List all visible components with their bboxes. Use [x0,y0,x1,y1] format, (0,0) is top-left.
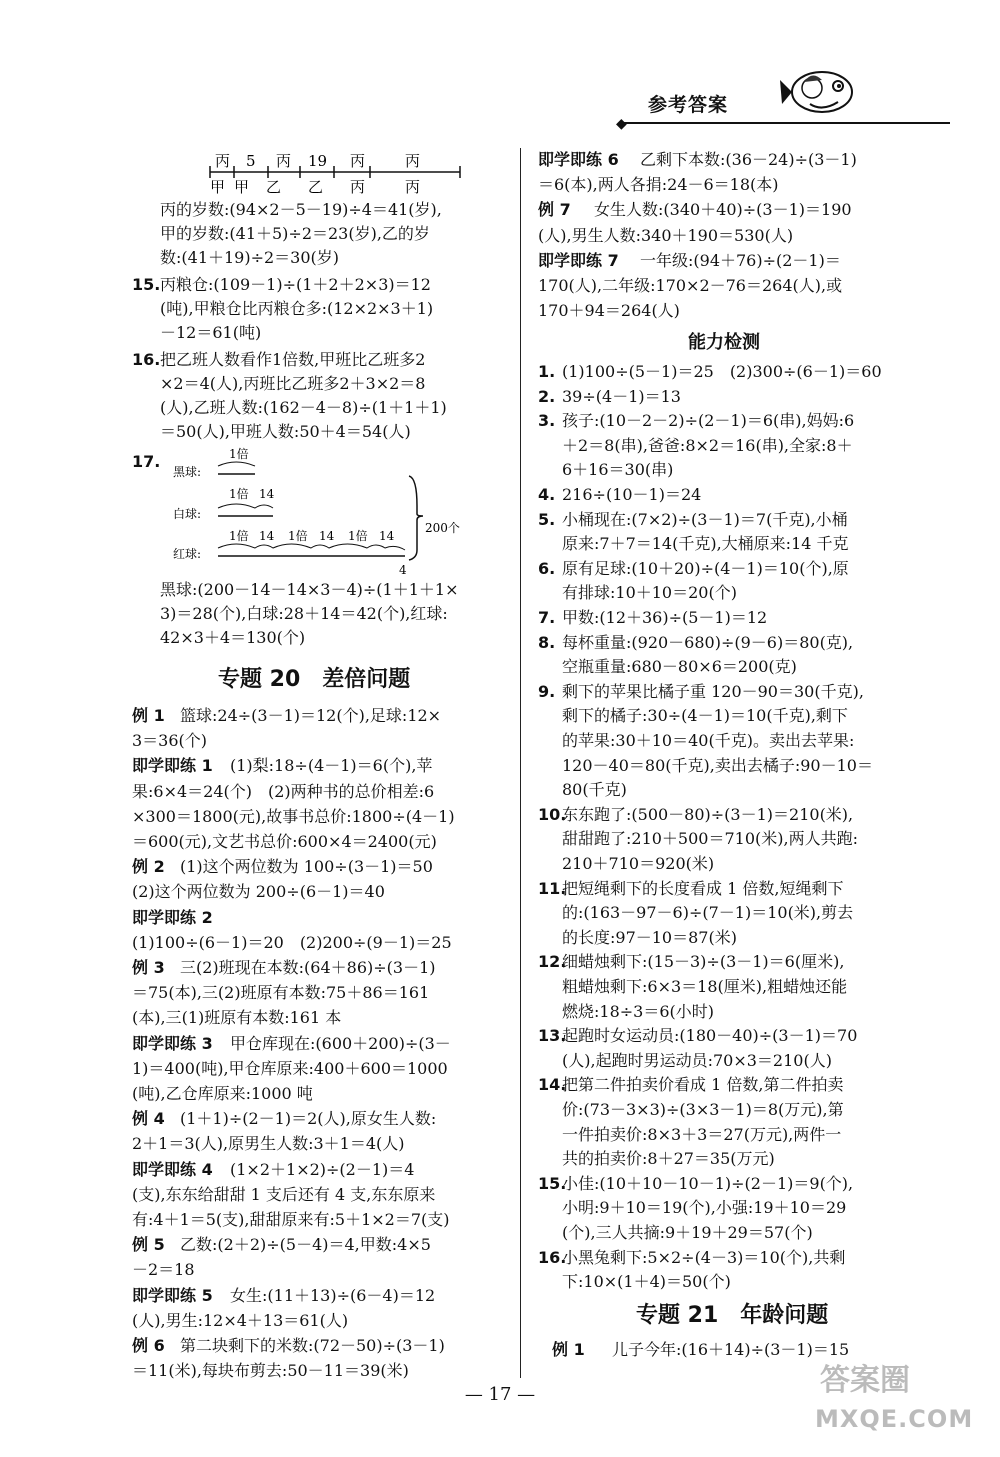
diamond-ornament-icon: ◆ [616,116,627,132]
example-label: 例 4 [132,1109,165,1129]
text-line: 170(人),二年级:170×2－76＝264(人),或 [538,276,843,295]
text-line: ＋2＝8(串),爸爸:8×2＝16(串),全家:8＋ [562,435,853,455]
timeline-top-label: 5 [246,152,256,170]
text-line: 小明:9＋10＝19(个),小强:19＋10＝29 [562,1198,847,1218]
text-line: ×2＝4(人),丙班比乙班多2＋3×2＝8 [160,374,426,393]
segment-label: 1倍 [229,447,249,461]
example-label: 即学即练 3 [132,1033,213,1053]
text-line: 210＋710＝920(米) [562,854,715,873]
text-line: (人),起跑时男运动员:70×3＝210(人) [562,1050,832,1070]
timeline-bottom-label: 甲 [210,178,226,196]
text-line: 1)＝400(吨),甲仓库原来:400＋600＝1000 [132,1058,448,1078]
text-line: 原来:7＋7＝14(千克),大桶原来:14 千克 [562,534,849,554]
timeline-bottom-label: 乙 [308,178,324,196]
text-line: 三(2)班现在本数:(64＋86)÷(3－1) [164,958,436,977]
text-line: 每杯重量:(920－680)÷(9－6)＝80(克), [562,632,854,652]
text-line: 价:(73－3×3)÷(3×3－1)＝8(万元),第 [562,1100,844,1119]
timeline-top-label: 19 [308,152,328,170]
question-number: 13. [538,1026,567,1046]
example-label: 即学即练 7 [538,250,619,270]
text-line: ×300＝1800(元),故事书总价:1800÷(4－1) [132,806,455,826]
question-number: 16. [132,350,161,369]
text-line: 粗蜡烛剩下:6×3＝18(厘米),粗蜡烛还能 [562,977,848,996]
text-line: 剩下的橘子:30÷(4－1)＝10(千克),剩下 [562,706,848,726]
text-line: 第二块剩下的米数:(72－50)÷(3－1) [164,1336,445,1355]
text-line: (支),东东给甜甜 1 支后还有 4 支,东东原来 [132,1184,436,1204]
question-number: 3. [538,411,556,431]
text-line: 的长度:97－10＝87(米) [562,927,737,947]
text-line: 篮球:24÷(3－1)＝12(个),足球:12× [164,706,442,725]
text-line: (1)梨:18÷(4－1)＝6(个),苹 [214,756,433,776]
fish-mascot-icon [780,60,858,118]
example-label: 即学即练 1 [132,756,213,776]
text-line: 东东跑了:(500－80)÷(3－1)＝210(米), [562,804,854,824]
text-line: ＝600(元),文艺书总价:600×4＝2400(元) [132,832,437,851]
example-label: 例 1 [132,706,165,725]
text-line: 的苹果:30＋10＝40(千克)。卖出去苹果: [562,731,855,750]
question-number: 15. [132,275,161,294]
text-line: 剩下的苹果比橘子重 120－90＝30(千克), [562,681,864,701]
section-title: 专题 21 年龄问题 [636,1303,829,1328]
text-line: 3)＝28(个),白球:28＋14＝42(个),红球: [160,604,448,623]
text-line: (人),男生人数:340＋190＝530(人) [538,225,794,245]
question-number: 9. [538,681,556,701]
text-line: 儿子今年:(16＋14)÷(3－1)＝15 [596,1340,850,1359]
segment-label: 4 [399,563,407,576]
text-line: －2＝18 [132,1260,195,1280]
text-line: ＝75(本),三(2)班原有本数:75＋86＝161 [132,983,430,1003]
text-line: (本),三(1)班原有本数:161 本 [132,1008,342,1028]
segment-label: 14 [319,529,335,543]
text-line: 的:(163－97－6)÷(7－1)＝10(米),剪去 [562,903,854,923]
text-line: 一件拍卖价:8×3＋3＝27(万元),两件一 [562,1124,842,1144]
question-number: 10. [538,804,567,824]
text-line: (人),乙班人数:(162－4－8)÷(1＋1＋1) [160,398,447,417]
text-line: 有排球:10＋10＝20(个) [562,583,737,603]
text-line: 共的拍卖价:8＋27＝35(万元) [562,1149,775,1169]
timeline-top-label: 丙 [215,152,231,170]
text-line: (2)这个两位数为 200÷(6－1)＝40 [132,882,385,902]
example-label: 例 5 [132,1235,165,1255]
text-line: 甜甜跑了:210＋500＝710(米),两人共跑: [562,829,858,849]
text-line: (1＋1)÷(2－1)＝2(人),原女生人数: [164,1109,437,1129]
example-label: 例 6 [132,1336,165,1355]
text-line: 6＋16＝30(串) [562,460,674,480]
text-line: (吨),乙仓库原来:1000 吨 [132,1084,313,1103]
red-ball-label: 红球: [173,547,202,561]
timeline-bottom-label: 丙 [350,178,366,196]
text-line: 空瓶重量:680－80×6＝200(克) [562,657,797,677]
page-header [616,60,950,132]
text-line: 黑球:(200－14－14×3－4)÷(1＋1＋1× [160,580,459,599]
text-line: 燃烧:18÷3＝6(小时) [562,1001,715,1021]
watermark-url: MXQE.COM [815,1405,974,1433]
example-label: 即学即练 5 [132,1285,213,1305]
total-brace [409,476,423,560]
question-number: 12. [538,952,567,972]
text-line: 把乙班人数看作1倍数,甲班比乙班多2 [160,350,426,369]
text-line: ＝50(人),甲班人数:50＋4＝54(人) [160,422,411,441]
black-ball-label: 黑球: [173,465,202,479]
text-line: 甲仓库现在:(600＋200)÷(3－ [214,1033,451,1053]
example-label: 例 2 [132,857,165,877]
text-line: 丙粮仓:(109－1)÷(1＋2＋2×3)＝12 [160,275,431,294]
text-line: 甲的岁数:(41＋5)÷2＝23(岁),乙的岁 [160,224,430,243]
text-line: 数:(41＋19)÷2＝30(岁) [160,248,340,267]
text-line: 2＋1＝3(人),原男生人数:3＋1＝4(人) [132,1134,405,1154]
question-number: 7. [538,608,556,627]
timeline-bottom-label: 丙 [405,178,421,196]
text-line: (个),三人共摘:9＋19＋29＝57(个) [562,1223,813,1242]
segment-label: 1倍 [229,529,249,543]
text-line: (人),男生:12×4＋13＝61(人) [132,1310,349,1330]
text-line: 女生人数:(340＋40)÷(3－1)＝190 [578,200,852,220]
segment-label: 14 [259,487,275,501]
timeline-top-label: 丙 [276,152,292,170]
question-number: 17. [132,452,161,471]
text-line: (1)100÷(6－1)＝20 (2)200÷(9－1)＝25 [132,932,452,952]
text-line: 216÷(10－1)＝24 [562,485,702,504]
question-number: 6. [538,558,556,578]
text-line: 女生:(11＋13)÷(6－4)＝12 [214,1285,436,1305]
age-timeline-diagram [200,148,500,198]
segment-label: 1倍 [229,487,249,501]
header-rule [620,122,950,124]
text-line: 把第二件拍卖价看成 1 倍数,第二件拍卖 [562,1075,844,1095]
question-number: 2. [538,386,556,406]
text-line: 39÷(4－1)＝13 [562,386,681,406]
question-number: 14. [538,1075,567,1095]
text-line: 80(千克) [562,780,627,800]
page-number: — 17 — [464,1384,536,1405]
question-number: 1. [538,362,556,381]
segment-label: 14 [259,529,275,543]
ball-segment-diagram [173,446,503,576]
example-label: 例 7 [538,200,571,220]
timeline-top-label: 丙 [350,152,366,170]
example-label: 即学即练 6 [538,150,619,169]
text-line: 丙的岁数:(94×2－5－19)÷4＝41(岁), [160,200,442,219]
text-line: 有:4＋1＝5(支),甜甜原来有:5＋1×2＝7(支) [132,1210,450,1229]
total-label: 200个 [425,521,460,535]
example-label: 例 3 [132,958,165,977]
timeline-top-label: 丙 [405,152,421,170]
question-number: 11. [538,878,567,898]
question-number: 5. [538,509,556,529]
text-line: 乙剩下本数:(36－24)÷(3－1) [624,150,857,169]
text-line: 果:6×4＝24(个) (2)两种书的总价相差:6 [132,781,435,801]
white-ball-label: 白球: [173,507,202,521]
timeline-bottom-label: 乙 [266,178,282,196]
watermark-logo: 答案圈 [820,1363,910,1398]
text-line: 甲数:(12＋36)÷(5－1)＝12 [562,608,768,627]
column-divider [520,148,521,1378]
segment-label: 1倍 [288,529,308,543]
text-line: 120－40＝80(千克),卖出去橘子:90－10＝ [562,755,873,775]
text-line: (吨),甲粮仓比丙粮仓多:(12×2×3＋1) [160,299,434,318]
timeline-bottom-label: 甲 [234,178,250,196]
text-line: ＝11(米),每块布剪去:50－11＝39(米) [132,1361,409,1381]
header-title: 参考答案 [648,94,729,116]
text-line: ＝6(本),两人各捐:24－6＝18(本) [538,175,779,195]
text-line: 下:10×(1＋4)＝50(个) [562,1272,731,1292]
example-label: 即学即练 4 [132,1159,213,1179]
text-line: －12＝61(吨) [160,323,262,342]
text-line: 孩子:(10－2－2)÷(2－1)＝6(串),妈妈:6 [562,411,855,431]
text-line: 把短绳剩下的长度看成 1 倍数,短绳剩下 [562,878,844,898]
question-number: 15. [538,1173,567,1193]
segment-label: 14 [379,529,395,543]
text-line: 3＝36(个) [132,731,208,751]
example-label: 例 1 [552,1340,585,1359]
text-line: (1×2＋1×2)÷(2－1)＝4 [214,1159,415,1179]
section-title: 专题 20 差倍问题 [218,667,411,692]
text-line: 原有足球:(10＋20)÷(4－1)＝10(个),原 [562,558,849,578]
segment-label: 1倍 [348,529,368,543]
section-subtitle: 能力检测 [688,332,760,353]
text-line: 42×3＋4＝130(个) [160,628,306,647]
text-line: 细蜡烛剩下:(15－3)÷(3－1)＝6(厘米), [562,952,845,972]
text-line: 小佳:(10＋10－10－1)÷(2－1)＝9(个), [562,1173,854,1193]
text-line: 170＋94＝264(人) [538,301,680,321]
text-line: 一年级:(94＋76)÷(2－1)＝ [624,250,841,270]
example-label: 即学即练 2 [132,907,213,927]
question-number: 4. [538,485,556,504]
text-line: 小黑兔剩下:5×2÷(4－3)＝10(个),共剩 [562,1247,846,1267]
question-number: 8. [538,632,556,652]
text-line: (1)100÷(5－1)＝25 (2)300÷(6－1)＝60 [562,362,882,381]
text-line: 乙数:(2＋2)÷(5－4)＝4,甲数:4×5 [164,1235,431,1255]
text-line: (1)这个两位数为 100÷(3－1)＝50 [164,857,433,877]
question-number: 16. [538,1247,567,1267]
text-line: 小桶现在:(7×2)÷(3－1)＝7(千克),小桶 [562,509,848,529]
text-line: 起跑时女运动员:(180－40)÷(3－1)＝70 [562,1026,858,1046]
